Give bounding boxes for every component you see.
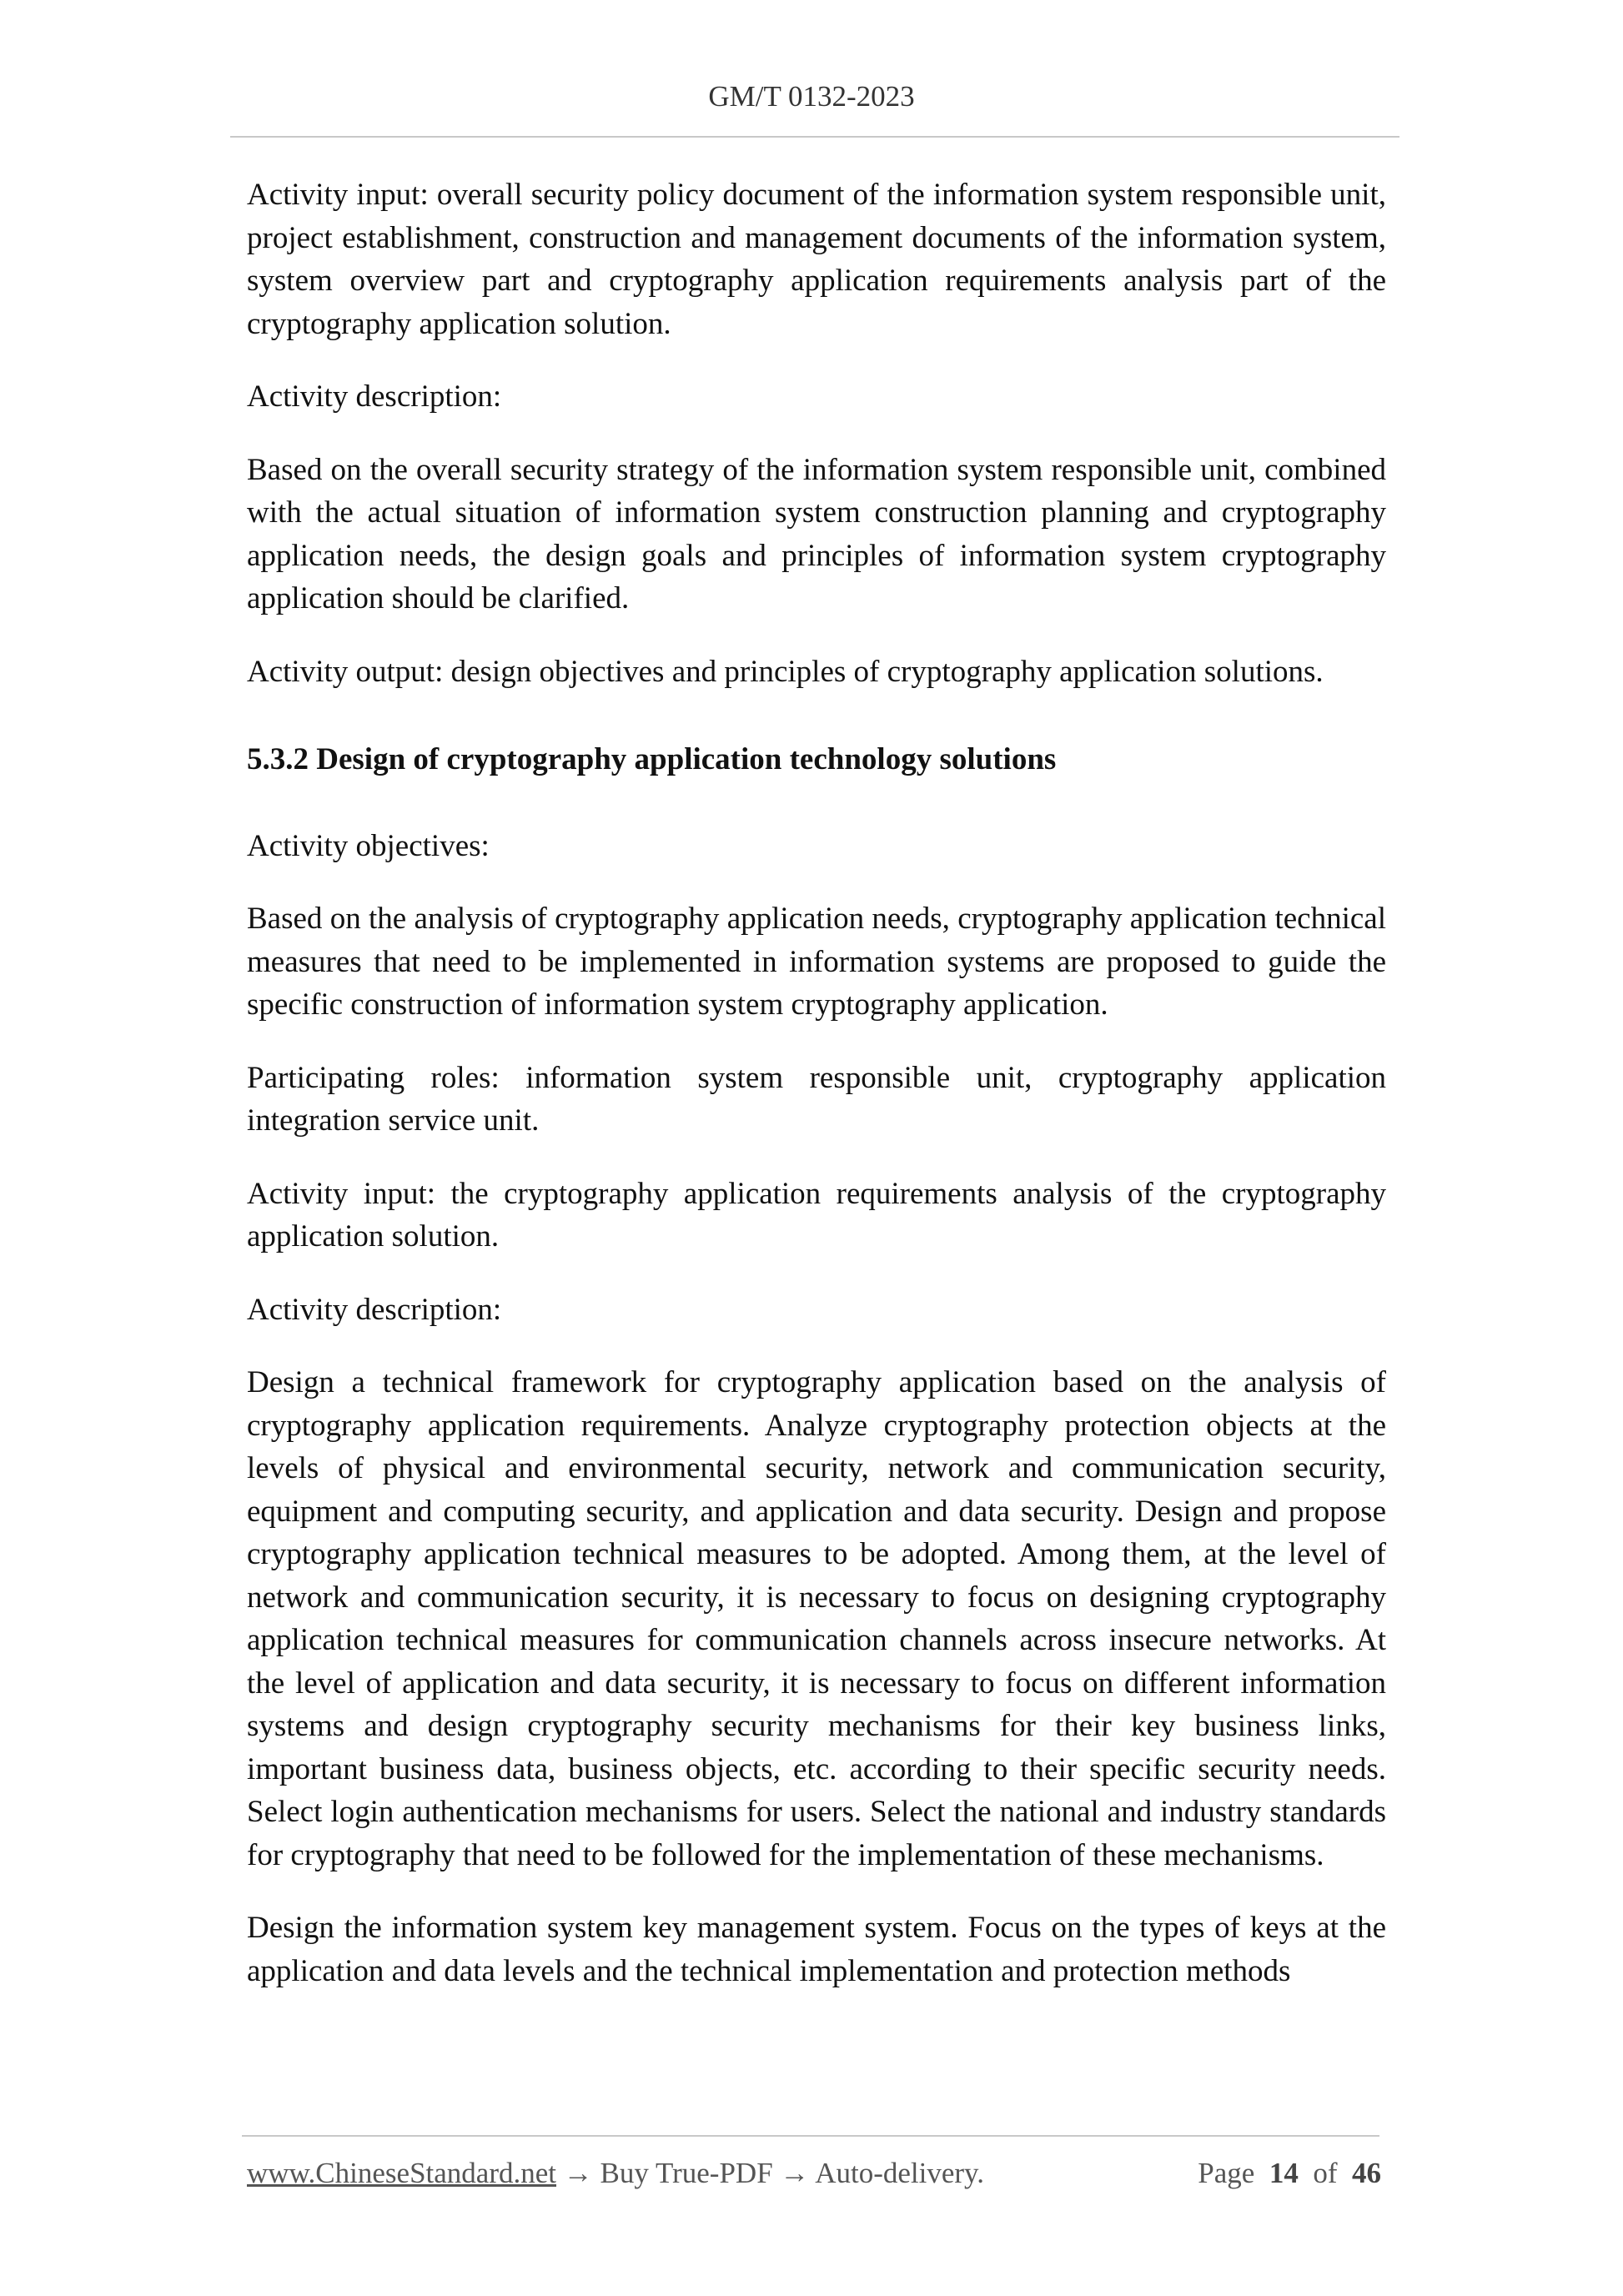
footer-promo bbox=[247, 2157, 984, 2190]
page-label: Page bbox=[1198, 2157, 1255, 2189]
paragraph-activity-output-1: Activity output: design objectives and principles of cryptography application solutions. bbox=[247, 654, 1324, 689]
document-body bbox=[247, 173, 1386, 2022]
paragraph-activity-description-label-1: Activity description: bbox=[247, 379, 502, 414]
paragraph-activity-description-1: Based on the overall security strategy of the information system responsible unit, combined with the actual situation of information system construction planning and cryptography application needs, the design goals and principles of information system cryptography application should be clarified. bbox=[247, 452, 1386, 615]
paragraph-activity-input-1: Activity input: overall security policy document of the information system responsible unit, project establishment, construction and management documents of the information system, system overview part and cryptography application requirements analysis part of the cryptography application solution. bbox=[247, 178, 1386, 341]
footer-website-link[interactable]: www.ChineseStandard.net bbox=[247, 2157, 556, 2189]
paragraph-activity-description-2: Design a technical framework for cryptography application based on the analysis of cryptography application requirements. Analyze cryptography protection objects at the levels of physical and environmental security, network and communication security, equipment and computing security, and application and data security. Design and propose cryptography application technical measures to be adopted. Among them, at the level of network and communication security, it is necessary to focus on designing cryptography application technical measures for communication channels across insecure networks. At the level of application and data security, it is necessary to focus on different information systems and design cryptography security mechanisms for their key business links, important business data, business objects, etc. according to their specific security needs. Select login authentication mechanisms for users. Select the national and industry standards for cryptography that need to be followed for the implementation of these mechanisms. bbox=[247, 1365, 1386, 1872]
paragraph-activity-description-label-2: Activity description: bbox=[247, 1292, 502, 1327]
paragraph-participating-roles: Participating roles: information system responsible unit, cryptography application integration service unit. bbox=[247, 1060, 1386, 1138]
of-label: of bbox=[1313, 2157, 1338, 2189]
footer-promo-text: → Buy True-PDF → Auto-delivery. bbox=[556, 2157, 985, 2189]
page-header-standard-id: GM/T 0132-2023 bbox=[708, 80, 915, 113]
total-pages-number: 46 bbox=[1352, 2157, 1381, 2189]
paragraph-activity-objectives-label: Activity objectives: bbox=[247, 828, 490, 863]
page-footer bbox=[247, 2157, 1381, 2190]
section-heading-5-3-2: 5.3.2 Design of cryptography application technology solutions bbox=[247, 742, 1057, 776]
footer-divider bbox=[242, 2135, 1379, 2137]
paragraph-activity-input-2: Activity input: the cryptography application requirements analysis of the cryptography application solution. bbox=[247, 1176, 1386, 1254]
paragraph-key-management: Design the information system key management system. Focus on the types of keys at the application and data levels and the technical implementation and protection methods bbox=[247, 1911, 1386, 1988]
current-page-number: 14 bbox=[1269, 2157, 1299, 2189]
header-divider bbox=[230, 136, 1399, 138]
page-indicator bbox=[1198, 2157, 1381, 2190]
paragraph-activity-objectives: Based on the analysis of cryptography application needs, cryptography application technical measures that need to be implemented in information systems are proposed to guide the specific construction of information system cryptography application. bbox=[247, 902, 1386, 1022]
